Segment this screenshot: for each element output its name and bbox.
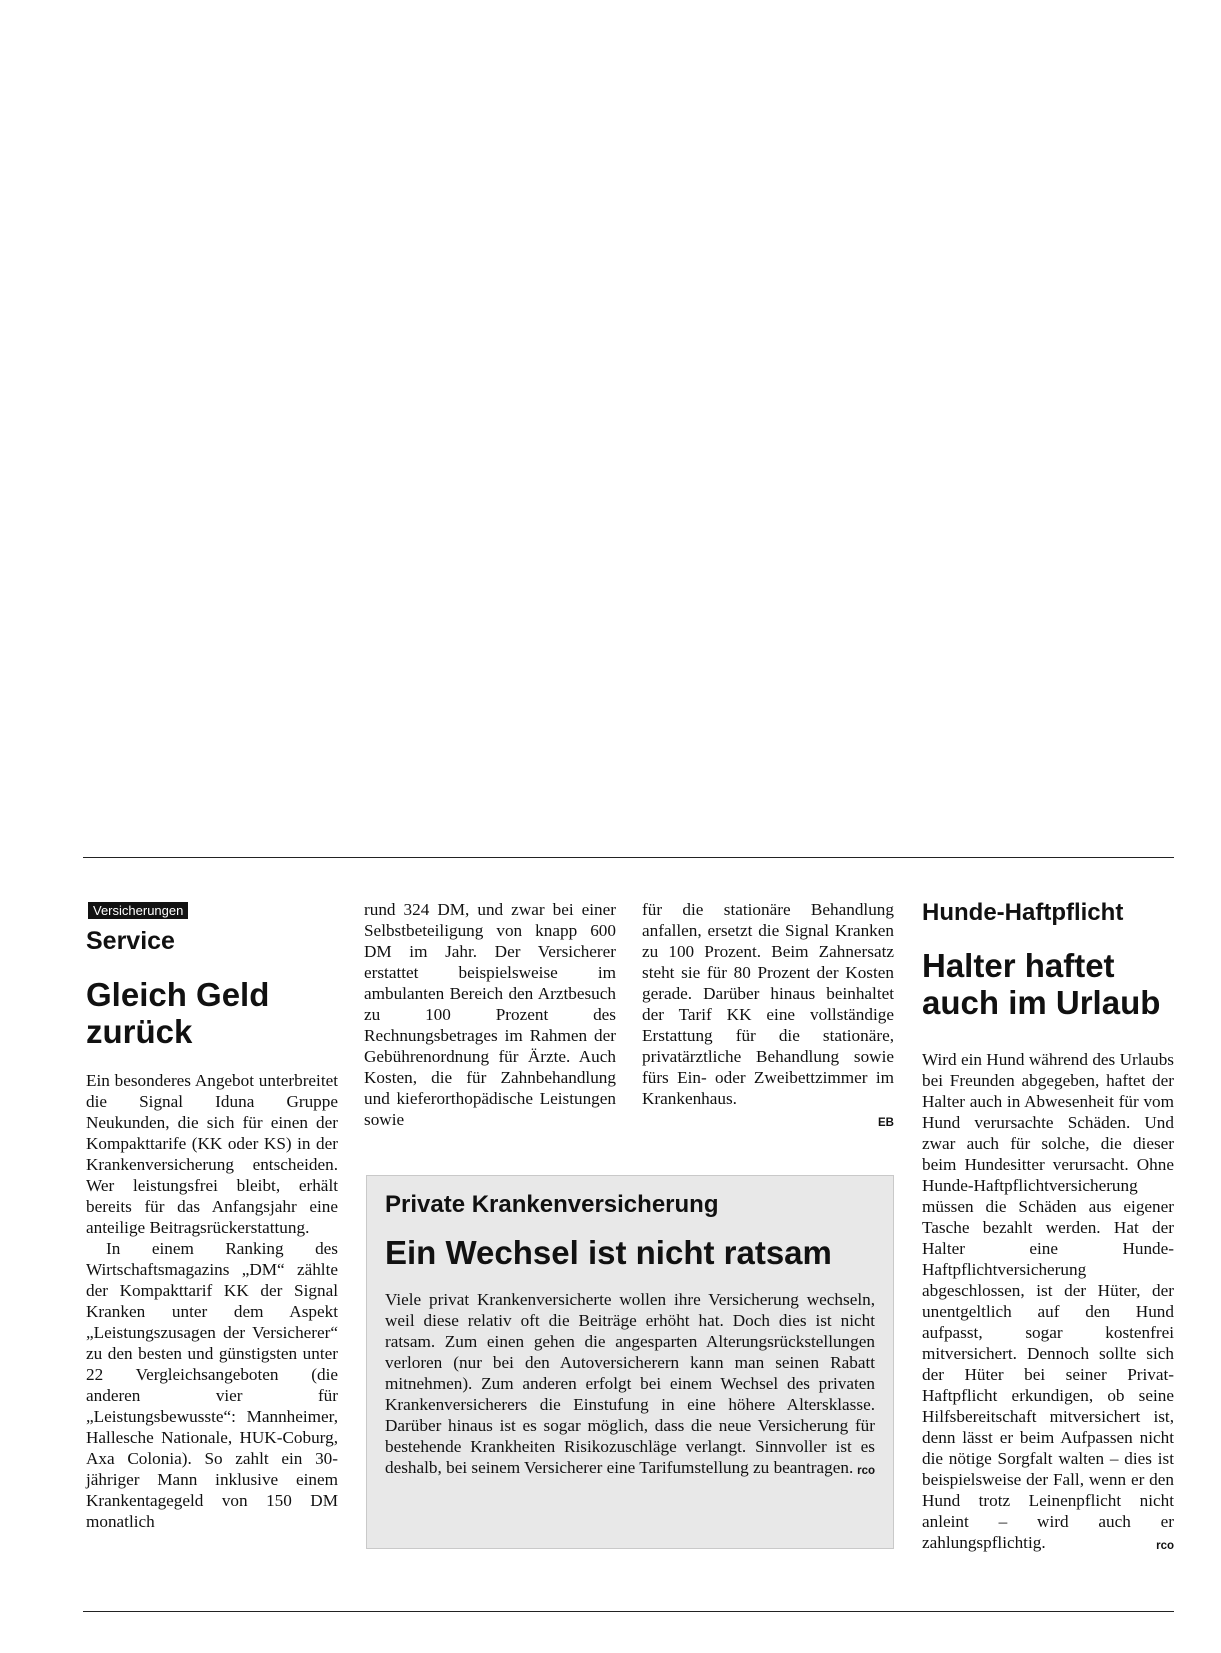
right-body-text: Wird ein Hund während des Urlaubs bei Freunden abgegeben, haftet der Halter auch in Abwesenheit für vom Hund verursachte Schäden. Und zwar auch für solche, die dieser beim Hundesitter verursacht. Ohne Hunde-Haftpflichtversicherung müssen die Schäden aus eigener Tasche bezahlt werden. Hat der Halter eine Hunde-Haftpflichtversicherung abgeschlossen, ist der Hüter, der unentgeltlich auf den Hund aufpasst, sogar kostenfrei mitversichert. Dennoch sollte sich der Hüter bei seiner Privat-Haftpflicht erkundigen, ob seine Hilfsbereitschaft mitversichert ist, denn lässt er beim Aufpassen nicht die nötige Sorgfalt walten – dies ist beispielsweise der Fall, wenn er den Hund trotz Leinenpflicht nicht anleint – wird auch er zahlungspflichtig. [922, 1050, 1174, 1552]
right-topline: Hunde-Haftpflicht [922, 899, 1124, 926]
author-signature: EB [878, 1117, 894, 1129]
box-topline: Private Krankenversicherung [385, 1191, 719, 1218]
right-headline: Halter haftet auch im Urlaub [922, 947, 1161, 1021]
section-kicker: Versicherungen [88, 902, 188, 919]
box-body [385, 1289, 875, 1478]
left-article-column-3 [642, 899, 894, 1134]
section-title: Service [86, 927, 175, 955]
left-article-column-1 [86, 899, 338, 1532]
box-body-text: Viele privat Krankenversicherte wollen ihre Versicherung wechseln, weil diese relativ oft die Beiträge erhöht hat. Doch dies ist nicht ratsam. Zum einen gehen die angesparten Alterungsrückstellungen verloren (nur bei den Autoversicherern kann man seinen Rabatt mitnehmen). Zum anderen erfolgt bei einem Wechsel des privaten Krankenversicherers die Einstufung in eine höhere Altersklasse. Darüber hinaus ist es sogar möglich, dass die neue Versicherung für bestehende Krankheiten Risikozuschläge verlangt. Sinnvoller ist es deshalb, bei seinem Versicherer eine Tarifumstellung zu beantragen. [385, 1290, 875, 1477]
author-signature: rco [1156, 1540, 1174, 1552]
info-box [366, 1175, 894, 1549]
author-signature: rco [857, 1465, 875, 1477]
article-paragraph: rund 324 DM, und zwar bei einer Selbstbeteiligung von knapp 600 DM im Jahr. Der Versicherer erstattet beispielsweise im ambulanten Bereich den Arztbesuch zu 100 Prozent des Rechnungsbetrages im Rahmen der Gebührenordnung für Ärzte. Auch Kosten, die für Zahnbehandlung und kieferorthopädische Leistungen sowie [364, 900, 616, 1129]
article-paragraph: für die stationäre Behandlung anfallen, ersetzt die Signal Kranken zu 100 Prozent. Beim Zahnersatz steht sie für 80 Prozent der Kosten gerade. Darüber hinaus beinhaltet der Tarif KK eine vollständige Erstattung für die stationäre, privatärztliche Behandlung sowie fürs Ein- oder Zweibettzimmer im Krankenhaus. [642, 900, 894, 1108]
article-paragraph: In einem Ranking des Wirtschaftsmagazins „DM“ zählte der Kompakttarif KK der Signal Kranken unter dem Aspekt „Leistungszusagen der Versicherer“ zu den besten und günstigsten unter 22 Vergleichsangeboten (die anderen vier für „Leistungsbewusste“: Mannheimer, Hallesche Nationale, HUK-Coburg, Axa Colonia). So zahlt ein 30-jähriger Mann inklusive einem Krankentagegeld von 150 DM monatlich [86, 1239, 338, 1531]
article-paragraph: Ein besonderes Angebot unterbreitet die Signal Iduna Gruppe Neukunden, die sich für einen der Kompakttarife (KK oder KS) in der Krankenversicherung entscheiden. Wer leistungsfrei bleibt, erhält bereits für das Anfangsjahr eine anteilige Beitragsrückerstattung. [86, 1071, 338, 1237]
right-body [922, 1049, 1174, 1553]
box-headline: Ein Wechsel ist nicht ratsam [385, 1234, 832, 1271]
right-article [922, 899, 1174, 1557]
left-article-column-2 [364, 899, 616, 1130]
article-headline: Gleich Geld zurück [86, 976, 270, 1050]
top-rule [83, 857, 1174, 858]
bottom-rule [83, 1611, 1174, 1612]
